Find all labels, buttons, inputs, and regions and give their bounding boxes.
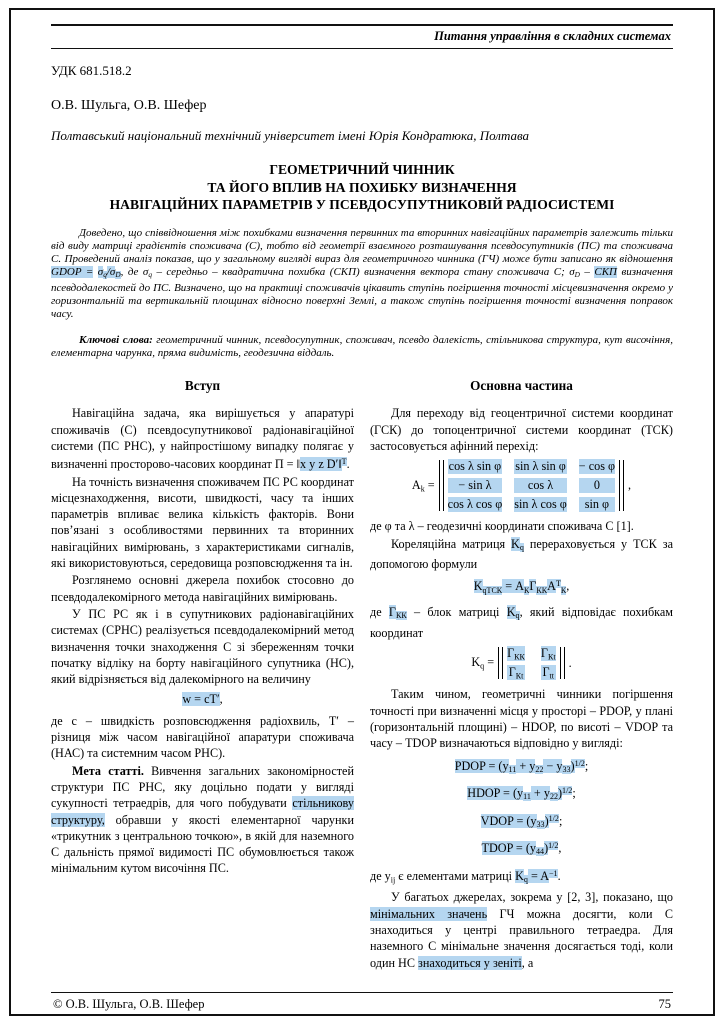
text-segment: Таким чином, геометричні чинники погіршення точності при визначенні місця у просторі – PDOP, у плані (горизонтальній площині) – HDOP, по висоті – VDOP та часу – TDOP визначаються відповідно у вигляді:: [370, 687, 673, 751]
matrix-kq-lhs: [471, 655, 494, 670]
section-heading-main: Основна частина: [470, 378, 573, 394]
text-segment: Т: [341, 457, 347, 467]
text-segment: Мета статті.: [72, 763, 144, 778]
journal-header: Питання управління в складних системах: [51, 24, 673, 49]
text-segment: A: [411, 478, 421, 493]
matrix-cell: sin λ cos φ: [514, 497, 567, 512]
text-segment: .: [568, 655, 572, 670]
matrix-kq-grid: [507, 646, 555, 681]
text-segment: K: [471, 655, 481, 670]
text-segment: 22: [535, 764, 544, 774]
text-segment: У багатьох джерелах, зокрема у [2, 3], показано, що: [391, 890, 673, 905]
text-segment: =: [484, 655, 495, 670]
text-segment: q: [519, 542, 524, 552]
text-segment: tt: [549, 671, 555, 681]
text-segment: ;: [558, 813, 563, 828]
text-segment: –: [579, 265, 595, 278]
text-segment: .: [346, 457, 350, 472]
text-segment: q: [148, 270, 152, 279]
text-segment: Γ: [529, 579, 537, 594]
paper-title-line-3: НАВІГАЦІЙНИХ ПАРАМЕТРІВ У ПСЕВДОСУПУТНИКОВІЙ РАДІОСИСТЕМІ: [109, 197, 615, 212]
matrix-left-bars: [498, 647, 503, 680]
text-segment: ): [544, 841, 549, 856]
text-segment: 1/2: [548, 813, 559, 823]
text-segment: K: [506, 604, 516, 619]
left-column: [51, 375, 354, 971]
matrix-ak-lhs: [412, 478, 435, 493]
text-segment: Кt: [547, 652, 556, 662]
matrix-left-bars: [439, 460, 444, 511]
text-segment: ‖: [338, 457, 342, 472]
text-segment: TDOP = (y: [481, 841, 537, 856]
udc-code: УДК 681.518.2: [51, 63, 132, 78]
text-segment: q: [523, 875, 528, 885]
text-segment: де φ та λ – геодезичні координати споживача С [1].: [370, 519, 634, 534]
text-segment: −1: [549, 868, 558, 878]
text-segment: ГЧ можна досягти, коли С знаходиться у центрі правильного тетраедра. Для наземного С мінімальне значення досягається тоді, коли один НС: [370, 906, 673, 970]
keywords-line: [51, 334, 673, 360]
abstract-text: [51, 227, 673, 322]
text-segment: k: [420, 484, 425, 494]
text-segment: визначення псевдодалекостей до ПС. Визначено, що на практиці споживачів цікавить ступінь погіршення точності місцевизначення окремо у горизонтальній та вертикальній площинах відносно поверхні Землі, а також ступінь погіршення точності визначення поправок часу.: [51, 265, 674, 321]
matrix-cell: cos λ sin φ: [448, 459, 502, 474]
text-segment: Для переходу від геоцентричної системи координат (ГСК) до топоцентричної системи координат (ТСК) застосовується афінний перехід:: [370, 406, 673, 453]
text-segment: КК: [395, 611, 407, 621]
text-segment: перераховується у ТСК за допомогою формули: [370, 536, 673, 572]
text-segment: обравши у якості елементарної чарунки «трикутник з центральною точкою», в якій для наземного С дальність прямої видимості ПС обумовлюється також мінімальним кутом височіння ПС.: [51, 812, 354, 876]
text-segment: 22: [549, 792, 558, 802]
intro-paragraph-1: [51, 405, 354, 472]
main-paragraph-6: [370, 866, 673, 889]
matrix-kq-period: [569, 656, 572, 671]
text-segment: 1/2: [562, 786, 573, 796]
text-segment: ): [557, 786, 563, 801]
text-segment: У ПС РС як і в супутникових радіонавігаційних системах (СРНС) реалізується псевдодалекомірний метод визначення точки знаходження С зі збереженням точки початку відліку на борту навігаційного супутника (НС), який відрізняється від далекомірного на величину: [51, 606, 354, 687]
text-segment: , де σ: [120, 265, 149, 278]
formula-matrix-ak: [370, 459, 673, 512]
matrix-cell: − sin λ: [448, 478, 503, 493]
text-segment: Розглянемо основні джерела похибок стосовно до псевдодалекомірного метода навігаційних вимірювань.: [51, 573, 354, 604]
text-segment: Γ: [542, 665, 550, 680]
matrix-right-bars: [619, 460, 624, 511]
matrix-right-bars: [560, 647, 565, 680]
text-segment: ,: [219, 692, 223, 707]
paper-title-line-1: ГЕОМЕТРИЧНИЙ ЧИННИК: [269, 162, 455, 177]
formula-tdop: [370, 838, 673, 861]
intro-paragraph-4: [51, 606, 354, 687]
text-segment: КК: [536, 585, 548, 595]
text-segment: = A: [502, 579, 524, 594]
matrix-cell: − cos φ: [578, 459, 616, 474]
text-segment: знаходиться у зеніті: [418, 955, 522, 970]
two-column-body: [51, 375, 673, 971]
text-segment: Γ: [507, 645, 515, 660]
matrix-cell: cos λ cos φ: [447, 497, 503, 512]
matrix-cell: 0: [579, 478, 615, 493]
text-segment: 33: [536, 819, 545, 829]
text-segment: D: [574, 270, 580, 279]
text-segment: КК: [514, 652, 525, 662]
text-segment: − y: [543, 758, 563, 773]
formula-hdop: [370, 783, 673, 806]
text-segment: К: [560, 585, 567, 595]
text-segment: Кt: [515, 671, 524, 681]
text-segment: де y: [370, 868, 391, 883]
text-segment: є елементами матриці: [395, 868, 516, 883]
main-paragraph-2: [370, 518, 673, 534]
text-segment: 44: [536, 847, 545, 857]
text-segment: Ключові слова:: [79, 334, 157, 347]
text-segment: x у z D′: [300, 457, 339, 472]
text-segment: ,: [566, 579, 570, 594]
main-paragraph-3: [370, 536, 673, 573]
text-segment: GDOP =: [51, 265, 94, 278]
copyright-line: © О.В. Шульга, О.В. Шефер: [53, 997, 205, 1011]
text-segment: де с – швидкість розповсюдження радіохвиль, Т′ – різниця між часом навігаційної апаратури споживача (НАС) та системним часом РНС).: [51, 713, 354, 761]
text-segment: ,: [558, 841, 562, 856]
matrix-cell: sin λ sin φ: [515, 459, 566, 474]
text-segment: Γ: [508, 665, 516, 680]
text-segment: = A: [527, 868, 550, 883]
text-segment: + y: [530, 786, 550, 801]
text-segment: мінімальних значень: [370, 906, 488, 921]
matrix-cell: [507, 665, 525, 680]
text-segment: + y: [516, 758, 536, 773]
text-segment: геометричний чинник, псевдосупутник, споживач, псевдо далекість, стільникова структура, кут височіння, елементарна чарунка, пряма видимість, геодезична віддаль.: [51, 334, 673, 360]
text-segment: Вивчення загальних закономірностей структури ПС РНС, яку доцільно подати у вигляді сукупності тетраедрів, для чого побудувати: [51, 763, 354, 811]
text-segment: A: [547, 579, 556, 594]
text-segment: Γ: [540, 645, 548, 660]
main-paragraph-1: [370, 405, 673, 454]
text-segment: 1/2: [574, 758, 585, 768]
text-segment: ;: [572, 786, 576, 801]
main-paragraph-5: [370, 686, 673, 751]
paper-title: [51, 161, 673, 214]
intro-paragraph-5: [51, 713, 354, 762]
text-segment: D: [115, 270, 121, 279]
intro-paragraph-6: [51, 763, 354, 877]
text-segment: σ: [97, 265, 104, 278]
formula-vdop: [370, 811, 673, 834]
text-segment: ij: [390, 875, 396, 885]
intro-paragraph-3: [51, 572, 354, 605]
text-segment: ;: [584, 758, 589, 773]
text-segment: СКП: [594, 265, 617, 278]
text-segment: Кореляційна матриця: [391, 536, 512, 551]
right-column: [370, 375, 673, 971]
text-segment: =: [424, 478, 435, 493]
text-segment: K: [515, 868, 524, 883]
formula-matrix-kq: [370, 646, 673, 681]
section-heading-intro: Вступ: [184, 378, 221, 394]
text-segment: 11: [508, 764, 517, 774]
matrix-cell: [541, 646, 556, 661]
text-segment: – блок матриці: [406, 604, 507, 619]
text-segment: K: [473, 579, 483, 594]
text-segment: qТСК: [482, 585, 503, 595]
text-segment: /σ: [106, 265, 116, 278]
matrix-ak-comma: [628, 478, 631, 493]
text-segment: 33: [562, 764, 571, 774]
affiliation-line: Полтавський національний технічний університет імені Юрія Кондратюка, Полтава: [51, 128, 530, 143]
text-segment: K: [511, 536, 520, 551]
text-segment: Т: [555, 579, 561, 589]
text-segment: Доведено, що співвідношення між похибками визначення первинних та вторинних навігаційних параметрів залежить тільки від виду матриці градієнтів споживача (С), тобто від геометрії взаємного розташування псевдосупутників (ПС) та споживача С. Проведений аналіз показав, що у загальному вигляді вираз для геометричного чинника (ГЧ) може бути записано як відношення: [51, 226, 673, 265]
formula-kq-tsk: [370, 576, 673, 599]
matrix-cell: [507, 646, 525, 661]
text-segment: Навігаційна задача, яка вирішується у апаратурі споживачів (С) псевдосупутникової радіонавігаційної системи (ПС РНС), у найпростішому випадку полягає у визначенні просторово-часових координат П = ‖: [51, 406, 354, 472]
paper-title-line-2: ТА ЙОГО ВПЛИВ НА ПОХИБКУ ВИЗНАЧЕННЯ: [207, 179, 517, 195]
matrix-ak-grid: [448, 459, 615, 512]
text-segment: , а: [521, 955, 534, 970]
text-segment: VDOP = (y: [480, 813, 537, 828]
text-segment: ): [544, 813, 549, 828]
text-segment: – середньо – квадратична похибка (СКП) визначення вектора стану споживача С; σ: [151, 265, 575, 278]
text-segment: ,: [628, 478, 632, 493]
text-segment: 11: [523, 792, 531, 802]
text-segment: w = cТ′: [182, 692, 220, 707]
text-segment: стільникову структуру,: [51, 796, 354, 827]
text-segment: q: [515, 611, 520, 621]
formula-pdop: [370, 756, 673, 779]
page-footer: [51, 992, 673, 1012]
text-segment: К: [523, 585, 530, 595]
matrix-cell: [541, 665, 556, 680]
page-number: 75: [658, 997, 671, 1011]
intro-paragraph-2: [51, 474, 354, 572]
text-segment: ): [570, 758, 575, 773]
main-paragraph-4: [370, 604, 673, 641]
text-segment: HDOP = (y: [467, 786, 524, 801]
text-segment: де: [370, 604, 389, 619]
matrix-cell: cos λ: [514, 478, 567, 493]
text-segment: PDOP = (y: [454, 758, 509, 773]
text-segment: q: [103, 270, 107, 279]
matrix-cell: sin φ: [579, 497, 615, 512]
text-segment: 1/2: [548, 841, 559, 851]
text-segment: .: [557, 868, 561, 883]
formula-w-ct: [51, 691, 354, 707]
text-segment: , який відповідає похибкам координат: [370, 604, 673, 640]
text-segment: Γ: [388, 604, 396, 619]
main-paragraph-7: [370, 889, 673, 970]
authors-line: О.В. Шульга, О.В. Шефер: [51, 98, 207, 113]
text-segment: q: [480, 661, 485, 671]
text-segment: На точність визначення споживачем ПС РС координат місцезнаходження, висоти, швидкості, часу та інших параметрів впливає велика кількість факторів. Вони пов’язані з особливостями первинних та вторинних навігаційних вимірювань, з характеристиками сигналів, які використовуються, середовища розповсюдження та ін.: [51, 474, 354, 571]
